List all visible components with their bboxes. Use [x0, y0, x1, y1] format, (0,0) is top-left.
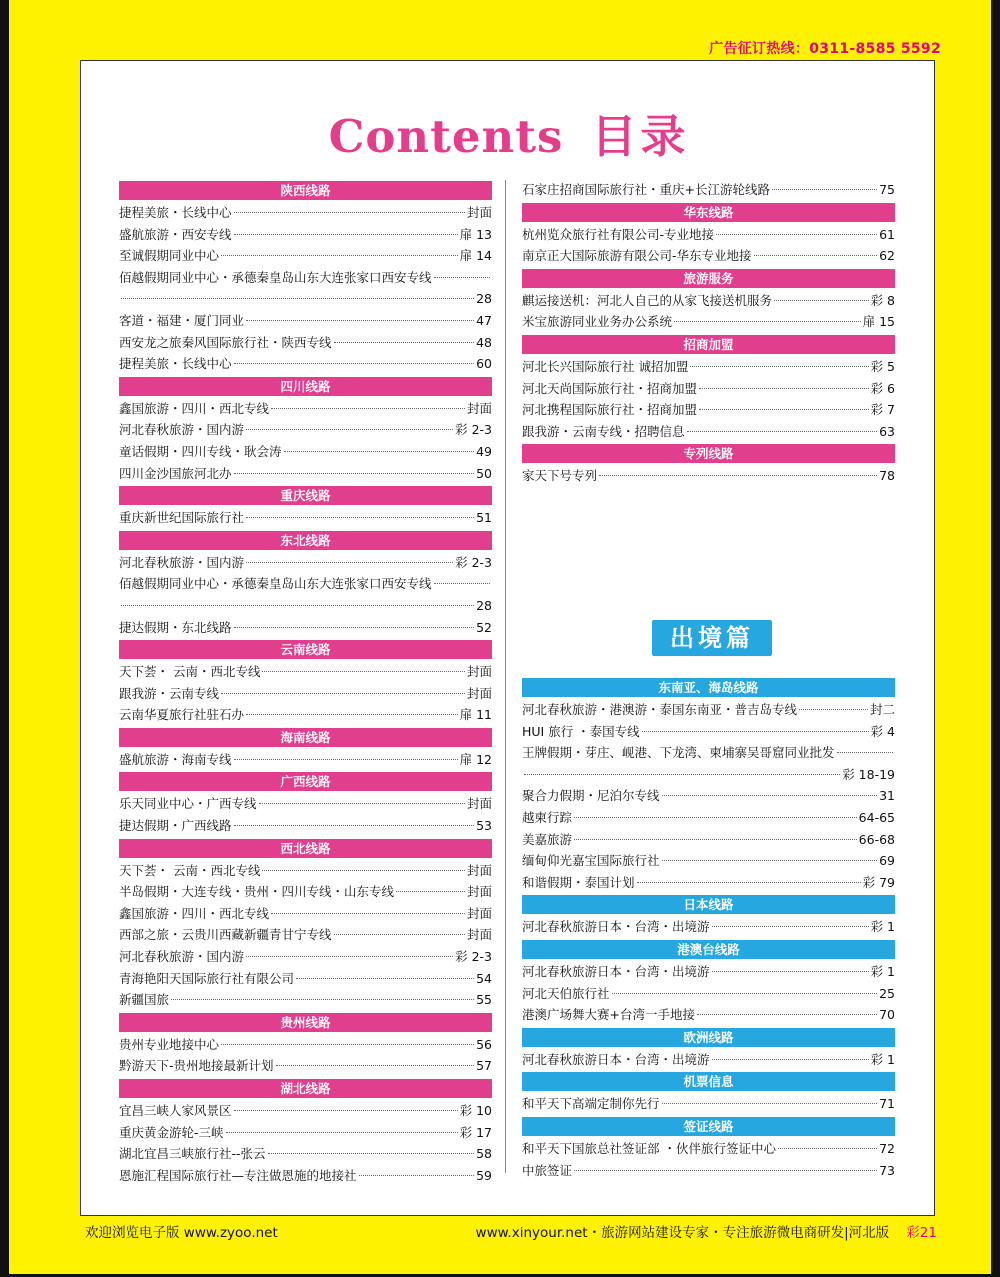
entry-title: 河北春秋旅游・国内游: [119, 554, 245, 570]
dot-leader: [699, 388, 869, 389]
toc-entry[interactable]: [522, 421, 895, 443]
section-header: 专列线路: [522, 444, 895, 463]
dot-leader: [262, 671, 465, 672]
entry-page: 28: [476, 291, 492, 307]
entry-page: 49: [476, 443, 492, 459]
entry-page: 彩 1: [870, 963, 895, 979]
dot-leader: [599, 475, 877, 476]
dot-leader: [246, 714, 458, 715]
entry-page: 彩 4: [870, 723, 895, 739]
toc-entry[interactable]: [522, 290, 895, 312]
toc-entry[interactable]: [119, 1165, 492, 1187]
toc-entry[interactable]: [119, 1122, 492, 1144]
section-header: 签证线路: [522, 1117, 895, 1136]
dot-leader: [334, 342, 475, 343]
toc-entry[interactable]: [119, 595, 492, 617]
entry-page: 75: [879, 182, 895, 197]
entry-page: 28: [476, 597, 492, 613]
toc-entry[interactable]: [522, 1160, 895, 1182]
entry-title: 鑫国旅游・四川・西北专线: [119, 905, 270, 921]
entry-page: 彩 5: [870, 358, 895, 374]
entry-page: 70: [879, 1007, 895, 1023]
entry-page: 73: [879, 1162, 895, 1178]
toc-entry[interactable]: [522, 399, 895, 421]
entry-page: 69: [879, 853, 895, 869]
entry-page: 52: [476, 619, 492, 635]
entry-page: 封面: [466, 796, 492, 812]
entry-page: 彩 6: [870, 380, 895, 396]
entry-title: 宜昌三峡人家风景区: [119, 1103, 232, 1118]
entry-title: 童话假期・四川专线・耿会涛: [119, 443, 282, 459]
entry-page: 60: [476, 356, 492, 372]
entry-title: 河北春秋旅游日本・台湾・出境游: [522, 1051, 710, 1067]
entry-title: 盛航旅游・西安专线: [119, 226, 232, 242]
dot-leader: [284, 451, 475, 452]
outbound-badge: 出境篇: [652, 620, 772, 656]
dot-leader: [246, 956, 453, 957]
entry-page: 54: [476, 970, 492, 986]
dot-leader: [234, 363, 475, 364]
domestic-sections: [522, 179, 895, 487]
footer-left-text: 欢迎浏览电子版 www.zyoo.net: [85, 1225, 278, 1241]
entry-title: 王牌假期・芽庄、岘港、下龙湾、柬埔寨吴哥窟同业批发: [522, 745, 835, 761]
entry-page: 封面: [466, 664, 492, 680]
toc-entry[interactable]: [119, 860, 492, 882]
dot-leader: [121, 605, 474, 606]
entry-title: 河北天尚国际旅行社・招商加盟: [522, 380, 698, 396]
toc-entry[interactable]: [119, 924, 492, 946]
entry-page: 51: [476, 510, 492, 526]
toc-entry[interactable]: [119, 245, 492, 267]
toc-entry[interactable]: [522, 245, 895, 267]
footer-page-number: 彩21: [906, 1225, 937, 1241]
toc-entry[interactable]: [119, 507, 492, 529]
toc-entry[interactable]: [522, 179, 895, 201]
entry-title: 客道・福建・厦门同业: [119, 312, 245, 328]
toc-entry[interactable]: [522, 465, 895, 487]
entry-page: 47: [476, 312, 492, 328]
toc-entry[interactable]: [119, 310, 492, 332]
section-header: 旅游服务: [522, 269, 895, 288]
dot-leader: [772, 189, 877, 190]
contents-title: [9, 100, 1000, 165]
toc-entry[interactable]: [119, 881, 492, 903]
entry-title: 中旅签证: [522, 1162, 573, 1178]
entry-title: 跟我游・云南专线・招聘信息: [522, 423, 685, 439]
entry-title: 云南华夏旅行社驻石办: [119, 707, 245, 723]
dot-leader: [754, 255, 878, 256]
toc-entry[interactable]: [119, 398, 492, 420]
entry-title: 捷达假期・东北线路: [119, 619, 232, 635]
toc-entry[interactable]: [119, 202, 492, 224]
dot-leader: [574, 1170, 877, 1171]
entry-page: 彩 1: [870, 1051, 895, 1067]
entry-page: 55: [476, 992, 492, 1008]
entry-page: 封面: [466, 862, 492, 878]
dot-leader: [712, 971, 869, 972]
entry-title: 港澳广场舞大赛+台湾一手地接: [522, 1007, 695, 1023]
section-header: 机票信息: [522, 1072, 895, 1091]
entry-title: 河北春秋旅游・国内游: [119, 422, 245, 438]
entry-page: 66-68: [858, 831, 895, 847]
entry-page: 72: [879, 1140, 895, 1156]
dot-leader: [612, 993, 878, 994]
entry-title: 河北携程国际旅行社・招商加盟: [522, 402, 698, 418]
entry-title: 佰越假期同业中心・承德秦皇岛山东大连张家口西安专线: [119, 576, 432, 592]
entry-page: 78: [879, 468, 895, 484]
entry-page: 彩 8: [870, 292, 895, 308]
entry-title: 贵州专业地接中心: [119, 1036, 220, 1052]
entry-page: 彩 18-19: [842, 766, 895, 782]
toc-entry[interactable]: [119, 441, 492, 463]
section-header: 贵州线路: [119, 1013, 492, 1032]
entry-title: 捷程美旅・长线中心: [119, 205, 232, 220]
entry-title: 河北长兴国际旅行社 诚招加盟: [522, 358, 689, 374]
entry-title: 新疆国旅: [119, 992, 170, 1008]
toc-entry[interactable]: [522, 699, 895, 721]
entry-title: 西安龙之旅秦风国际旅行社・陕西专线: [119, 334, 332, 350]
dot-leader: [246, 562, 453, 563]
entry-page: 封面: [466, 205, 492, 220]
toc-entry[interactable]: [522, 378, 895, 400]
entry-page: 59: [476, 1167, 492, 1183]
toc-entry[interactable]: [522, 916, 895, 938]
entry-title: 河北春秋旅游・国内游: [119, 949, 245, 965]
section-header: 西北线路: [119, 839, 492, 858]
entry-page: 56: [476, 1036, 492, 1052]
entry-title: 麒运接送机：河北人自己的从家飞接送机服务: [522, 292, 773, 308]
dot-leader: [334, 934, 465, 935]
section-header: 欧洲线路: [522, 1028, 895, 1047]
entry-title: 河北天伯旅行社: [522, 985, 610, 1001]
dot-leader: [662, 860, 878, 861]
dot-leader: [774, 300, 869, 301]
title-english: Contents: [328, 110, 564, 163]
entry-page: 彩 17: [459, 1124, 492, 1140]
column-divider: [505, 180, 506, 1173]
section-header: 港澳台线路: [522, 940, 895, 959]
entry-page: 64-65: [858, 809, 895, 825]
dot-leader: [662, 1103, 878, 1104]
entry-page: 71: [879, 1096, 895, 1112]
entry-title: 河北春秋旅游・港澳游・泰国东南亚・普吉岛专线: [522, 702, 798, 717]
toc-entry[interactable]: [119, 815, 492, 837]
right-column: [522, 179, 895, 487]
toc-entry[interactable]: [119, 419, 492, 441]
dot-leader: [234, 759, 458, 760]
entry-title: 河北春秋旅游日本・台湾・出境游: [522, 963, 710, 979]
entry-title: 重庆新世纪国际旅行社: [119, 510, 245, 526]
dot-leader: [396, 891, 465, 892]
section-header: 日本线路: [522, 895, 895, 914]
dot-leader: [799, 709, 868, 710]
section-header: 东北线路: [119, 531, 492, 550]
title-chinese: 目录: [591, 110, 690, 163]
dot-leader: [271, 913, 465, 914]
dot-leader: [716, 234, 877, 235]
dot-leader: [690, 366, 868, 367]
dot-leader: [246, 320, 474, 321]
dot-leader: [434, 583, 490, 584]
entry-page: 扉 12: [459, 751, 492, 767]
dot-leader: [662, 795, 878, 796]
dot-leader: [259, 803, 465, 804]
entry-title: 捷达假期・广西线路: [119, 818, 232, 834]
toc-entry[interactable]: [119, 793, 492, 815]
toc-entry[interactable]: [522, 785, 895, 807]
entry-title: 南京正大国际旅游有限公司-华东专业地接: [522, 248, 752, 264]
dot-leader: [574, 817, 857, 818]
entry-title: 四川金沙国旅河北办: [119, 465, 232, 481]
entry-page: 62: [879, 248, 895, 264]
toc-entry[interactable]: [522, 1093, 895, 1115]
entry-page: 彩 2-3: [455, 949, 492, 965]
toc-entry[interactable]: [522, 829, 895, 851]
dot-leader: [574, 839, 857, 840]
entry-title: 至诚假期同业中心: [119, 248, 220, 264]
dot-leader: [359, 1175, 475, 1176]
toc-entry[interactable]: [522, 872, 895, 894]
entry-title: 和平天下国旅总社签证部 ・伙伴旅行签证中心: [522, 1140, 776, 1156]
section-header: 华东线路: [522, 203, 895, 222]
entry-page: 彩 79: [862, 874, 895, 890]
entry-title: 捷程美旅・长线中心: [119, 356, 232, 372]
toc-entry[interactable]: [522, 807, 895, 829]
dot-leader: [234, 212, 465, 213]
toc-entry[interactable]: [522, 311, 895, 333]
toc-entry[interactable]: [522, 356, 895, 378]
entry-page: 扉 11: [459, 707, 492, 723]
entry-page: 扉 13: [459, 226, 492, 242]
dot-leader: [226, 1132, 458, 1133]
entry-page: 50: [476, 465, 492, 481]
toc-entry[interactable]: [522, 983, 895, 1005]
entry-title: 和谐假期・泰国计划: [522, 874, 635, 890]
footer-site-text: www.xinyour.net・旅游网站建设专家・专注旅游微电商研发|河北版: [475, 1225, 890, 1241]
dot-leader: [712, 1059, 869, 1060]
entry-title: 佰越假期同业中心・承德秦皇岛山东大连张家口西安专线: [119, 269, 432, 285]
entry-title: 盛航旅游・海南专线: [119, 751, 232, 767]
dot-leader: [262, 870, 465, 871]
toc-entry[interactable]: [119, 463, 492, 485]
entry-title: 杭州览众旅行社有限公司-专业地接: [522, 226, 715, 242]
toc-entry[interactable]: [522, 1004, 895, 1026]
toc-entry[interactable]: [119, 353, 492, 375]
entry-title: 天下荟・ 云南・西北专线: [119, 862, 261, 878]
dot-leader: [642, 731, 869, 732]
entry-page: 58: [476, 1146, 492, 1162]
dot-leader: [234, 825, 475, 826]
toc-entry[interactable]: [119, 989, 492, 1011]
entry-title: 湖北宜昌三峡旅行社--张云: [119, 1146, 266, 1162]
entry-page: 48: [476, 334, 492, 350]
entry-page: 封面: [466, 927, 492, 943]
dot-leader: [234, 473, 475, 474]
dot-leader: [268, 1153, 475, 1154]
entry-title: 聚合力假期・尼泊尔专线: [522, 788, 660, 804]
dot-leader: [687, 431, 878, 432]
entry-title: 鑫国旅游・四川・西北专线: [119, 400, 270, 416]
entry-title: 缅甸仰光嘉宝国际旅行社: [522, 853, 660, 869]
entry-title: 半岛假期・大连专线・贵州・四川专线・山东专线: [119, 884, 395, 900]
toc-entry[interactable]: [119, 267, 492, 289]
entry-title: 家天下号专列: [522, 468, 598, 484]
entry-title: 西部之旅・云贵川西藏新疆青甘宁专线: [119, 927, 332, 943]
toc-entry[interactable]: [119, 552, 492, 574]
entry-title: 恩施汇程国际旅行社—专注做恩施的地接社: [119, 1167, 357, 1183]
dot-leader: [697, 1014, 877, 1015]
outbound-sections: [522, 676, 895, 1181]
section-header: 广西线路: [119, 772, 492, 791]
entry-page: 封二: [869, 702, 895, 717]
footer-right: [449, 1221, 937, 1241]
entry-page: 61: [879, 226, 895, 242]
dot-leader: [524, 774, 840, 775]
entry-title: 青海艳阳天国际旅行社有限公司: [119, 970, 295, 986]
dot-leader: [637, 882, 861, 883]
left-column: [119, 179, 492, 1186]
dot-leader: [271, 408, 465, 409]
toc-entry[interactable]: [119, 288, 492, 310]
toc-entry[interactable]: [119, 946, 492, 968]
dot-leader: [234, 1110, 458, 1111]
toc-entry[interactable]: [522, 721, 895, 743]
dot-leader: [674, 321, 861, 322]
entry-title: 河北春秋旅游日本・台湾・出境游: [522, 919, 710, 935]
entry-title: 米宝旅游同业业务办公系统: [522, 314, 673, 330]
section-header: 东南亚、海岛线路: [522, 678, 895, 697]
dot-leader: [296, 978, 474, 979]
entry-title: 石家庄招商国际旅行社・重庆+长江游轮线路: [522, 182, 770, 197]
section-header: 重庆线路: [119, 486, 492, 505]
entry-title: 跟我游・云南专线: [119, 685, 220, 701]
entry-page: 彩 1: [870, 919, 895, 935]
toc-entry[interactable]: [119, 224, 492, 246]
toc-entry[interactable]: [119, 903, 492, 925]
toc-entry[interactable]: [119, 1034, 492, 1056]
entry-page: 31: [879, 788, 895, 804]
dot-leader: [276, 1065, 475, 1066]
toc-entry[interactable]: [119, 1055, 492, 1077]
toc-entry[interactable]: [522, 1049, 895, 1071]
toc-entry[interactable]: [522, 961, 895, 983]
entry-page: 扉 15: [862, 314, 895, 330]
dot-leader: [234, 234, 458, 235]
section-header: 湖北线路: [119, 1079, 492, 1098]
section-header: 海南线路: [119, 728, 492, 747]
entry-title: 重庆黄金游轮-三峡: [119, 1124, 224, 1140]
entry-page: 彩 10: [459, 1103, 492, 1118]
toc-entry[interactable]: [522, 1138, 895, 1160]
entry-page: 63: [879, 423, 895, 439]
ad-hotline: 广告征订热线：0311-8585 5592: [709, 41, 941, 57]
entry-page: 封面: [466, 905, 492, 921]
toc-entry[interactable]: [119, 332, 492, 354]
entry-page: 封面: [466, 884, 492, 900]
entry-page: 封面: [466, 400, 492, 416]
section-header: 招商加盟: [522, 335, 895, 354]
toc-entry[interactable]: [119, 573, 492, 595]
entry-title: 乐天同业中心・广西专线: [119, 796, 257, 812]
toc-entry[interactable]: [522, 224, 895, 246]
dot-leader: [246, 517, 474, 518]
toc-entry[interactable]: [119, 661, 492, 683]
dot-leader: [699, 409, 869, 410]
entry-page: 封面: [466, 685, 492, 701]
section-header: 四川线路: [119, 377, 492, 396]
dot-leader: [778, 1148, 877, 1149]
section-header: 云南线路: [119, 640, 492, 659]
dot-leader: [837, 752, 893, 753]
entry-page: 25: [879, 985, 895, 1001]
toc-entry[interactable]: [119, 1143, 492, 1165]
toc-entry[interactable]: [119, 704, 492, 726]
dot-leader: [121, 298, 474, 299]
dot-leader: [171, 999, 474, 1000]
dot-leader: [221, 255, 458, 256]
toc-entry[interactable]: [119, 617, 492, 639]
dot-leader: [221, 693, 465, 694]
entry-title: 黔游天下-贵州地接最新计划: [119, 1058, 274, 1074]
toc-entry[interactable]: [522, 850, 895, 872]
dot-leader: [221, 1044, 474, 1045]
toc-entry[interactable]: [119, 683, 492, 705]
entry-page: 彩 7: [870, 402, 895, 418]
entry-title: HUI 旅行 ・泰国专线: [522, 723, 640, 739]
entry-title: 美嘉旅游: [522, 831, 573, 847]
dot-leader: [246, 429, 453, 430]
dot-leader: [434, 277, 490, 278]
dot-leader: [234, 627, 475, 628]
toc-entry[interactable]: [119, 749, 492, 771]
entry-title: 天下荟・ 云南・西北专线: [119, 664, 261, 680]
dot-leader: [712, 926, 869, 927]
toc-entry[interactable]: [119, 968, 492, 990]
section-header: 陕西线路: [119, 181, 492, 200]
toc-entry[interactable]: [522, 764, 895, 786]
entry-page: 彩 2-3: [455, 422, 492, 438]
entry-page: 彩 2-3: [455, 554, 492, 570]
toc-entry[interactable]: [119, 1100, 492, 1122]
entry-title: 越柬行踪: [522, 809, 573, 825]
entry-page: 57: [476, 1058, 492, 1074]
entry-title: 和平天下高端定制你先行: [522, 1096, 660, 1112]
entry-page: 扉 14: [459, 248, 492, 264]
toc-entry[interactable]: [522, 742, 895, 764]
entry-page: 53: [476, 818, 492, 834]
